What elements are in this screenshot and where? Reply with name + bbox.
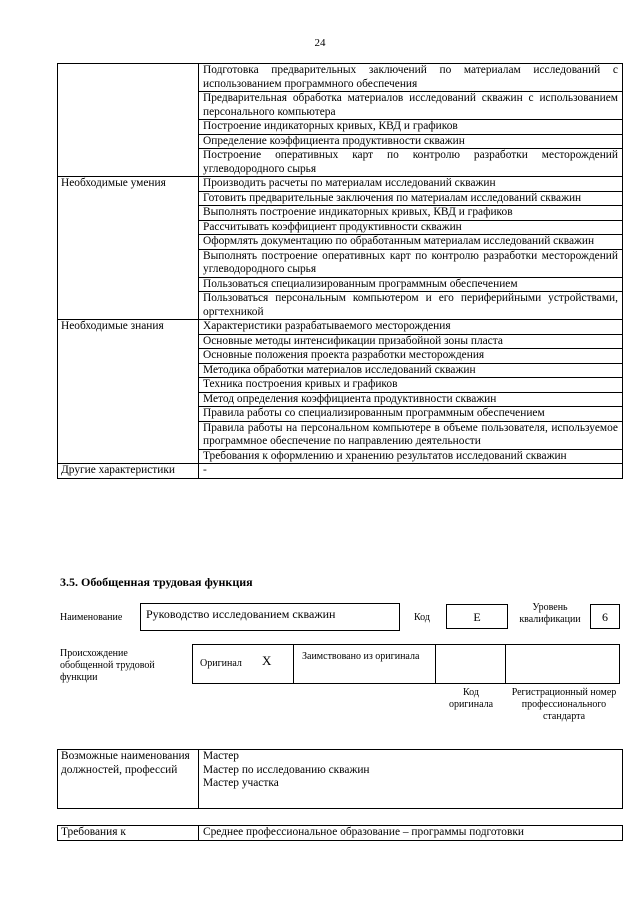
knowledge-item: Правила работы на персональном компьютере в объеме пользователя, используемое программное обеспечение по направлению деятельности — [199, 421, 623, 449]
name-value-box — [140, 603, 400, 631]
knowledge-item: Основные положения проекта разработки месторождения — [199, 349, 623, 364]
position-item: Мастер участка — [203, 777, 279, 789]
qualification-level-box — [590, 604, 620, 629]
qualification-level-label: Уровень квалификации — [519, 602, 581, 625]
page-number: 24 — [314, 37, 326, 49]
skill: Пользоваться персональным компьютером и его периферийными устройствами, оргтехникой — [199, 292, 623, 320]
position-item: Мастер — [203, 750, 239, 762]
knowledge-item: Техника построения кривых и графиков — [199, 378, 623, 393]
requirements-table — [57, 825, 623, 841]
name-label: Наименование — [60, 612, 123, 623]
skill: Выполнять построение оперативных карт по контролю разработки месторождений углеводородного сырья — [199, 249, 623, 277]
requirements-row — [58, 826, 623, 841]
table-row — [58, 320, 623, 335]
labor-action: Подготовка предварительных заключений по материалам исследований с использованием программного обеспечения — [199, 64, 623, 92]
labor_actions-group-label — [58, 64, 199, 177]
knowledge-item: Требования к оформлению и хранению результатов исследований скважин — [199, 449, 623, 464]
other-value: - — [199, 464, 623, 479]
table-row — [58, 177, 623, 192]
code-value-box — [446, 604, 508, 629]
skill: Пользоваться специализированным программным обеспечением — [199, 277, 623, 292]
origin-label: Происхождение обобщенной трудовой функции — [60, 648, 155, 683]
table-row — [58, 64, 623, 92]
section-heading: 3.5. Обобщенная трудовая функция — [60, 575, 253, 589]
registration-number-label: Регистрационный номер профессионального стандарта — [511, 687, 617, 722]
code-label: Код — [414, 612, 430, 623]
other-label: Другие характеристики — [58, 464, 199, 479]
borrowed-label: Заимствовано из оригинала — [302, 651, 420, 662]
origin-divider — [505, 645, 506, 683]
positions-table — [57, 749, 623, 809]
position-item: Мастер по исследованию скважин — [203, 763, 370, 776]
skill: Рассчитывать коэффициент продуктивности скважин — [199, 220, 623, 235]
requirements-label: Требования к — [58, 826, 199, 841]
knowledge-item: Методика обработки материалов исследований скважин — [199, 363, 623, 378]
qualification-level-value: 6 — [602, 610, 608, 624]
origin-divider — [293, 645, 294, 683]
code-value: E — [473, 610, 481, 624]
skill: Готовить предварительные заключения по материалам исследований скважин — [199, 191, 623, 206]
labor-action: Определение коэффициента продуктивности скважин — [199, 134, 623, 149]
origin-row — [192, 644, 620, 684]
skill: Производить расчеты по материалам исследований скважин — [199, 177, 623, 192]
requirements-value: Среднее профессиональное образование – программы подготовки — [199, 826, 623, 841]
skill: Оформлять документацию по обработанным материалам исследований скважин — [199, 235, 623, 250]
original-code-label: Код оригинала — [448, 687, 494, 710]
competency-table — [57, 63, 623, 479]
origin-divider — [435, 645, 436, 683]
table-row — [58, 464, 623, 479]
name-value: Руководство исследованием скважин — [146, 607, 336, 621]
labor-action: Построение индикаторных кривых, КВД и графиков — [199, 120, 623, 135]
labor-action: Предварительная обработка материалов исследований скважин с использованием персонального компьютера — [199, 92, 623, 120]
skills-group-label: Необходимые умения — [58, 177, 199, 320]
knowledge-item: Основные методы интенсификации призабойной зоны пласта — [199, 334, 623, 349]
knowledge-item: Правила работы со специализированным программным обеспечением — [199, 407, 623, 422]
positions-label: Возможные наименования должностей, профессий — [58, 750, 199, 809]
labor-action: Построение оперативных карт по контролю разработки месторождений углеводородного сырья — [199, 149, 623, 177]
positions-list — [199, 750, 623, 809]
positions-row — [58, 750, 623, 809]
skill: Выполнять построение индикаторных кривых, КВД и графиков — [199, 206, 623, 221]
original-label: Оригинал — [200, 658, 242, 669]
knowledge-group-label: Необходимые знания — [58, 320, 199, 464]
knowledge-item: Метод определения коэффициента продуктивности скважин — [199, 392, 623, 407]
knowledge-item: Характеристики разрабатываемого месторождения — [199, 320, 623, 335]
original-mark: X — [262, 653, 272, 668]
